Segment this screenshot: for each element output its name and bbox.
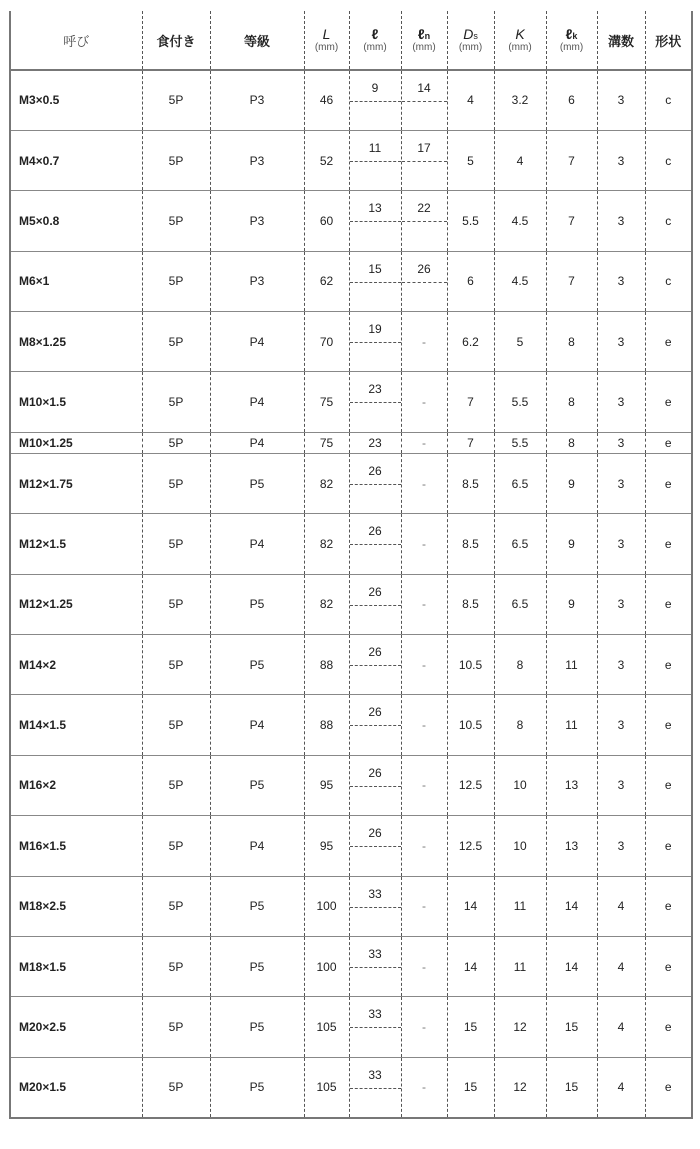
cell-l xyxy=(349,453,401,513)
cell-bite: 5P xyxy=(142,130,210,190)
cell-l-divider xyxy=(350,1088,401,1089)
cell-ln: - xyxy=(401,453,447,513)
cell-ln xyxy=(401,70,447,130)
table-row xyxy=(10,372,692,432)
cell-grade: P5 xyxy=(210,755,304,815)
cell-name: M20×2.5 xyxy=(10,997,142,1057)
header-Ds-symbol: D xyxy=(463,26,474,42)
cell-Ds: 5 xyxy=(447,130,494,190)
cell-grade: P5 xyxy=(210,635,304,695)
cell-grade: P4 xyxy=(210,514,304,574)
cell-Ds: 6 xyxy=(447,251,494,311)
cell-l-divider xyxy=(350,544,401,545)
cell-lk: 9 xyxy=(546,574,597,634)
cell-l-value: 26 xyxy=(368,584,382,599)
cell-L: 95 xyxy=(304,755,349,815)
cell-Ds: 4 xyxy=(447,70,494,130)
cell-shape: e xyxy=(645,816,692,876)
cell-shape: e xyxy=(645,432,692,453)
cell-l-divider xyxy=(350,484,401,485)
header-K-unit: (mm) xyxy=(508,42,532,53)
cell-ln: - xyxy=(401,635,447,695)
cell-l-value: 26 xyxy=(368,826,382,841)
cell-L: 62 xyxy=(304,251,349,311)
cell-K: 6.5 xyxy=(494,514,546,574)
cell-bite: 5P xyxy=(142,876,210,936)
cell-name: M18×2.5 xyxy=(10,876,142,936)
cell-ln-value: 26 xyxy=(417,261,431,276)
cell-l-divider xyxy=(350,1027,401,1028)
cell-lk: 8 xyxy=(546,432,597,453)
header-bite: 食付き xyxy=(142,11,210,70)
table-row xyxy=(10,574,692,634)
header-Ds xyxy=(447,11,494,70)
table-row xyxy=(10,251,692,311)
table-row xyxy=(10,1057,692,1117)
cell-ln-value: 22 xyxy=(417,201,431,216)
cell-lk: 7 xyxy=(546,130,597,190)
cell-flutes: 3 xyxy=(597,574,645,634)
cell-name: M3×0.5 xyxy=(10,70,142,130)
cell-Ds: 15 xyxy=(447,997,494,1057)
cell-shape: e xyxy=(645,936,692,996)
cell-lk: 14 xyxy=(546,876,597,936)
cell-L: 105 xyxy=(304,997,349,1057)
cell-grade: P3 xyxy=(210,70,304,130)
cell-flutes: 4 xyxy=(597,997,645,1057)
cell-flutes: 3 xyxy=(597,453,645,513)
cell-lk: 14 xyxy=(546,936,597,996)
cell-l-value: 26 xyxy=(368,524,382,539)
cell-shape: c xyxy=(645,130,692,190)
cell-l-divider xyxy=(350,786,401,787)
tap-spec-table xyxy=(9,11,693,1119)
cell-ln: - xyxy=(401,876,447,936)
cell-Ds: 14 xyxy=(447,936,494,996)
cell-bite: 5P xyxy=(142,1057,210,1117)
cell-l-divider xyxy=(350,605,401,606)
cell-flutes: 3 xyxy=(597,432,645,453)
cell-ln: - xyxy=(401,372,447,432)
cell-l-value: 9 xyxy=(371,81,379,95)
table-row xyxy=(10,453,692,513)
cell-K: 6.5 xyxy=(494,453,546,513)
cell-shape: e xyxy=(645,574,692,634)
cell-ln-divider xyxy=(402,282,447,283)
header-lk-unit: (mm) xyxy=(559,42,584,53)
cell-name: M8×1.25 xyxy=(10,312,142,372)
cell-lk: 15 xyxy=(546,1057,597,1117)
cell-l xyxy=(349,1057,401,1117)
cell-ln xyxy=(401,191,447,251)
header-Ds-unit: (mm) xyxy=(458,42,483,53)
header-K-symbol: K xyxy=(515,26,525,42)
cell-name: M5×0.8 xyxy=(10,191,142,251)
cell-L: 75 xyxy=(304,432,349,453)
cell-bite: 5P xyxy=(142,997,210,1057)
cell-flutes: 3 xyxy=(597,251,645,311)
cell-lk: 7 xyxy=(546,251,597,311)
cell-l xyxy=(349,816,401,876)
cell-shape: e xyxy=(645,755,692,815)
cell-K: 3.2 xyxy=(494,70,546,130)
cell-shape: e xyxy=(645,876,692,936)
cell-shape: e xyxy=(645,312,692,372)
cell-ln: - xyxy=(401,997,447,1057)
cell-L: 95 xyxy=(304,816,349,876)
cell-shape: e xyxy=(645,372,692,432)
cell-l-value: 26 xyxy=(368,705,382,720)
cell-grade: P3 xyxy=(210,191,304,251)
cell-l-value: 33 xyxy=(368,886,382,901)
cell-flutes: 4 xyxy=(597,876,645,936)
header-L-unit: (mm) xyxy=(314,42,339,53)
cell-grade: P5 xyxy=(210,936,304,996)
cell-l-value: 11 xyxy=(368,140,382,155)
header-ln xyxy=(401,11,447,70)
cell-flutes: 3 xyxy=(597,816,645,876)
table-row xyxy=(10,70,692,130)
cell-shape: e xyxy=(645,453,692,513)
cell-grade: P5 xyxy=(210,453,304,513)
cell-ln-divider xyxy=(402,101,447,102)
cell-name: M10×1.25 xyxy=(10,432,142,453)
cell-l-divider xyxy=(350,665,401,666)
cell-shape: e xyxy=(645,997,692,1057)
cell-K: 8 xyxy=(494,635,546,695)
cell-l xyxy=(349,251,401,311)
cell-name: M12×1.75 xyxy=(10,453,142,513)
cell-l-divider xyxy=(350,282,401,283)
cell-ln: - xyxy=(401,755,447,815)
header-name xyxy=(10,11,142,70)
cell-K: 11 xyxy=(494,876,546,936)
cell-Ds: 8.5 xyxy=(447,514,494,574)
header-Ds-sub: s xyxy=(473,31,478,41)
cell-bite: 5P xyxy=(142,635,210,695)
cell-flutes: 3 xyxy=(597,755,645,815)
header-grade: 等級 xyxy=(210,11,304,70)
cell-flutes: 3 xyxy=(597,130,645,190)
cell-l-value: 26 xyxy=(368,765,382,780)
header-ln-symbol: ℓ xyxy=(417,26,425,42)
cell-Ds: 10.5 xyxy=(447,635,494,695)
cell-Ds: 15 xyxy=(447,1057,494,1117)
cell-l xyxy=(349,574,401,634)
cell-grade: P5 xyxy=(210,574,304,634)
cell-ln: - xyxy=(401,312,447,372)
cell-ln: - xyxy=(401,695,447,755)
cell-K: 4.5 xyxy=(494,191,546,251)
cell-grade: P4 xyxy=(210,816,304,876)
cell-Ds: 7 xyxy=(447,372,494,432)
cell-grade: P4 xyxy=(210,432,304,453)
cell-K: 12 xyxy=(494,997,546,1057)
cell-l-value: 23 xyxy=(368,382,382,397)
cell-flutes: 4 xyxy=(597,936,645,996)
cell-name: M18×1.5 xyxy=(10,936,142,996)
cell-L: 88 xyxy=(304,635,349,695)
cell-name: M10×1.5 xyxy=(10,372,142,432)
cell-name: M16×2 xyxy=(10,755,142,815)
cell-L: 75 xyxy=(304,372,349,432)
cell-shape: e xyxy=(645,1057,692,1117)
cell-ln xyxy=(401,251,447,311)
cell-Ds: 7 xyxy=(447,432,494,453)
header-K xyxy=(494,11,546,70)
cell-ln xyxy=(401,130,447,190)
cell-l xyxy=(349,70,401,130)
cell-grade: P4 xyxy=(210,372,304,432)
cell-Ds: 12.5 xyxy=(447,755,494,815)
cell-l xyxy=(349,372,401,432)
table-row xyxy=(10,130,692,190)
table-row xyxy=(10,635,692,695)
cell-bite: 5P xyxy=(142,755,210,815)
cell-bite: 5P xyxy=(142,816,210,876)
cell-l-value: 33 xyxy=(368,946,382,961)
cell-L: 46 xyxy=(304,70,349,130)
cell-lk: 6 xyxy=(546,70,597,130)
cell-grade: P3 xyxy=(210,251,304,311)
cell-L: 100 xyxy=(304,936,349,996)
cell-shape: c xyxy=(645,70,692,130)
cell-shape: e xyxy=(645,514,692,574)
cell-name: M20×1.5 xyxy=(10,1057,142,1117)
cell-K: 8 xyxy=(494,695,546,755)
cell-lk: 15 xyxy=(546,997,597,1057)
cell-L: 82 xyxy=(304,574,349,634)
cell-L: 60 xyxy=(304,191,349,251)
cell-l xyxy=(349,191,401,251)
cell-l xyxy=(349,755,401,815)
cell-bite: 5P xyxy=(142,453,210,513)
cell-K: 5.5 xyxy=(494,432,546,453)
cell-L: 88 xyxy=(304,695,349,755)
cell-l-value: 26 xyxy=(368,463,382,478)
cell-grade: P5 xyxy=(210,997,304,1057)
cell-ln: - xyxy=(401,432,447,453)
table-row xyxy=(10,876,692,936)
cell-ln: - xyxy=(401,936,447,996)
header-row xyxy=(10,11,692,70)
cell-bite: 5P xyxy=(142,191,210,251)
cell-K: 11 xyxy=(494,936,546,996)
cell-name: M12×1.5 xyxy=(10,514,142,574)
cell-name: M14×2 xyxy=(10,635,142,695)
cell-flutes: 3 xyxy=(597,695,645,755)
header-lk-symbol: ℓ xyxy=(565,26,573,42)
cell-K: 4 xyxy=(494,130,546,190)
cell-lk: 8 xyxy=(546,312,597,372)
table-row xyxy=(10,695,692,755)
cell-L: 82 xyxy=(304,453,349,513)
header-l xyxy=(349,11,401,70)
header-L xyxy=(304,11,349,70)
cell-K: 4.5 xyxy=(494,251,546,311)
cell-l xyxy=(349,514,401,574)
cell-name: M6×1 xyxy=(10,251,142,311)
table-row xyxy=(10,514,692,574)
table-row xyxy=(10,432,692,453)
cell-bite: 5P xyxy=(142,432,210,453)
cell-l-divider xyxy=(350,907,401,908)
cell-bite: 5P xyxy=(142,514,210,574)
cell-ln-divider xyxy=(402,161,447,162)
cell-lk: 11 xyxy=(546,695,597,755)
cell-flutes: 4 xyxy=(597,1057,645,1117)
cell-l xyxy=(349,936,401,996)
cell-flutes: 3 xyxy=(597,372,645,432)
cell-shape: c xyxy=(645,191,692,251)
cell-K: 6.5 xyxy=(494,574,546,634)
cell-L: 52 xyxy=(304,130,349,190)
cell-bite: 5P xyxy=(142,695,210,755)
cell-ln: - xyxy=(401,816,447,876)
cell-Ds: 14 xyxy=(447,876,494,936)
cell-grade: P3 xyxy=(210,130,304,190)
table-row xyxy=(10,816,692,876)
cell-K: 5 xyxy=(494,312,546,372)
cell-l xyxy=(349,695,401,755)
cell-l-divider xyxy=(350,846,401,847)
cell-lk: 13 xyxy=(546,816,597,876)
cell-K: 10 xyxy=(494,755,546,815)
cell-grade: P4 xyxy=(210,695,304,755)
cell-grade: P5 xyxy=(210,1057,304,1117)
cell-Ds: 10.5 xyxy=(447,695,494,755)
cell-l-value: 33 xyxy=(368,1007,382,1022)
cell-l: 23 xyxy=(349,432,401,453)
cell-ln: - xyxy=(401,574,447,634)
cell-ln-value: 17 xyxy=(417,140,431,155)
header-lk xyxy=(546,11,597,70)
cell-flutes: 3 xyxy=(597,514,645,574)
cell-flutes: 3 xyxy=(597,635,645,695)
table-row xyxy=(10,936,692,996)
cell-shape: e xyxy=(645,695,692,755)
cell-shape: e xyxy=(645,635,692,695)
cell-L: 105 xyxy=(304,1057,349,1117)
cell-l xyxy=(349,635,401,695)
cell-Ds: 5.5 xyxy=(447,191,494,251)
cell-bite: 5P xyxy=(142,574,210,634)
cell-grade: P4 xyxy=(210,312,304,372)
cell-name: M12×1.25 xyxy=(10,574,142,634)
cell-l-divider xyxy=(350,221,401,222)
cell-lk: 8 xyxy=(546,372,597,432)
cell-l-divider xyxy=(350,402,401,403)
cell-flutes: 3 xyxy=(597,312,645,372)
cell-Ds: 8.5 xyxy=(447,574,494,634)
cell-lk: 9 xyxy=(546,453,597,513)
cell-l-divider xyxy=(350,725,401,726)
cell-flutes: 3 xyxy=(597,191,645,251)
cell-l-divider xyxy=(350,967,401,968)
cell-bite: 5P xyxy=(142,70,210,130)
cell-Ds: 8.5 xyxy=(447,453,494,513)
cell-l-value: 15 xyxy=(368,261,382,276)
cell-ln-value: 14 xyxy=(417,81,431,95)
cell-L: 100 xyxy=(304,876,349,936)
cell-L: 70 xyxy=(304,312,349,372)
cell-L: 82 xyxy=(304,514,349,574)
cell-l-value: 33 xyxy=(368,1067,382,1082)
cell-ln: - xyxy=(401,1057,447,1117)
cell-Ds: 12.5 xyxy=(447,816,494,876)
cell-bite: 5P xyxy=(142,372,210,432)
cell-K: 5.5 xyxy=(494,372,546,432)
cell-bite: 5P xyxy=(142,251,210,311)
header-shape: 形状 xyxy=(645,11,692,70)
cell-grade: P5 xyxy=(210,876,304,936)
header-flutes: 溝数 xyxy=(597,11,645,70)
cell-Ds: 6.2 xyxy=(447,312,494,372)
cell-l-value: 19 xyxy=(368,322,382,337)
cell-lk: 11 xyxy=(546,635,597,695)
cell-l xyxy=(349,130,401,190)
table-row xyxy=(10,191,692,251)
cell-name: M4×0.7 xyxy=(10,130,142,190)
table-row xyxy=(10,755,692,815)
cell-l-value: 26 xyxy=(368,645,382,660)
cell-ln-divider xyxy=(402,221,447,222)
cell-lk: 13 xyxy=(546,755,597,815)
cell-ln: - xyxy=(401,514,447,574)
header-l-symbol: ℓ xyxy=(371,26,379,42)
cell-l xyxy=(349,997,401,1057)
header-L-symbol: L xyxy=(322,26,331,42)
cell-shape: c xyxy=(645,251,692,311)
table-row xyxy=(10,312,692,372)
cell-lk: 7 xyxy=(546,191,597,251)
cell-l-value: 13 xyxy=(368,201,382,216)
header-l-unit: (mm) xyxy=(363,42,387,53)
cell-bite: 5P xyxy=(142,936,210,996)
cell-K: 10 xyxy=(494,816,546,876)
cell-flutes: 3 xyxy=(597,70,645,130)
cell-l xyxy=(349,876,401,936)
cell-l-divider xyxy=(350,101,401,102)
header-lk-sub: k xyxy=(572,31,578,41)
cell-l-divider xyxy=(350,161,401,162)
cell-K: 12 xyxy=(494,1057,546,1117)
header-name-label: 呼び xyxy=(63,33,90,49)
cell-l xyxy=(349,312,401,372)
header-ln-unit: (mm) xyxy=(412,42,436,53)
table-row xyxy=(10,997,692,1057)
cell-l-divider xyxy=(350,342,401,343)
cell-name: M16×1.5 xyxy=(10,816,142,876)
cell-name: M14×1.5 xyxy=(10,695,142,755)
cell-lk: 9 xyxy=(546,514,597,574)
cell-bite: 5P xyxy=(142,312,210,372)
header-ln-sub: n xyxy=(424,31,431,41)
